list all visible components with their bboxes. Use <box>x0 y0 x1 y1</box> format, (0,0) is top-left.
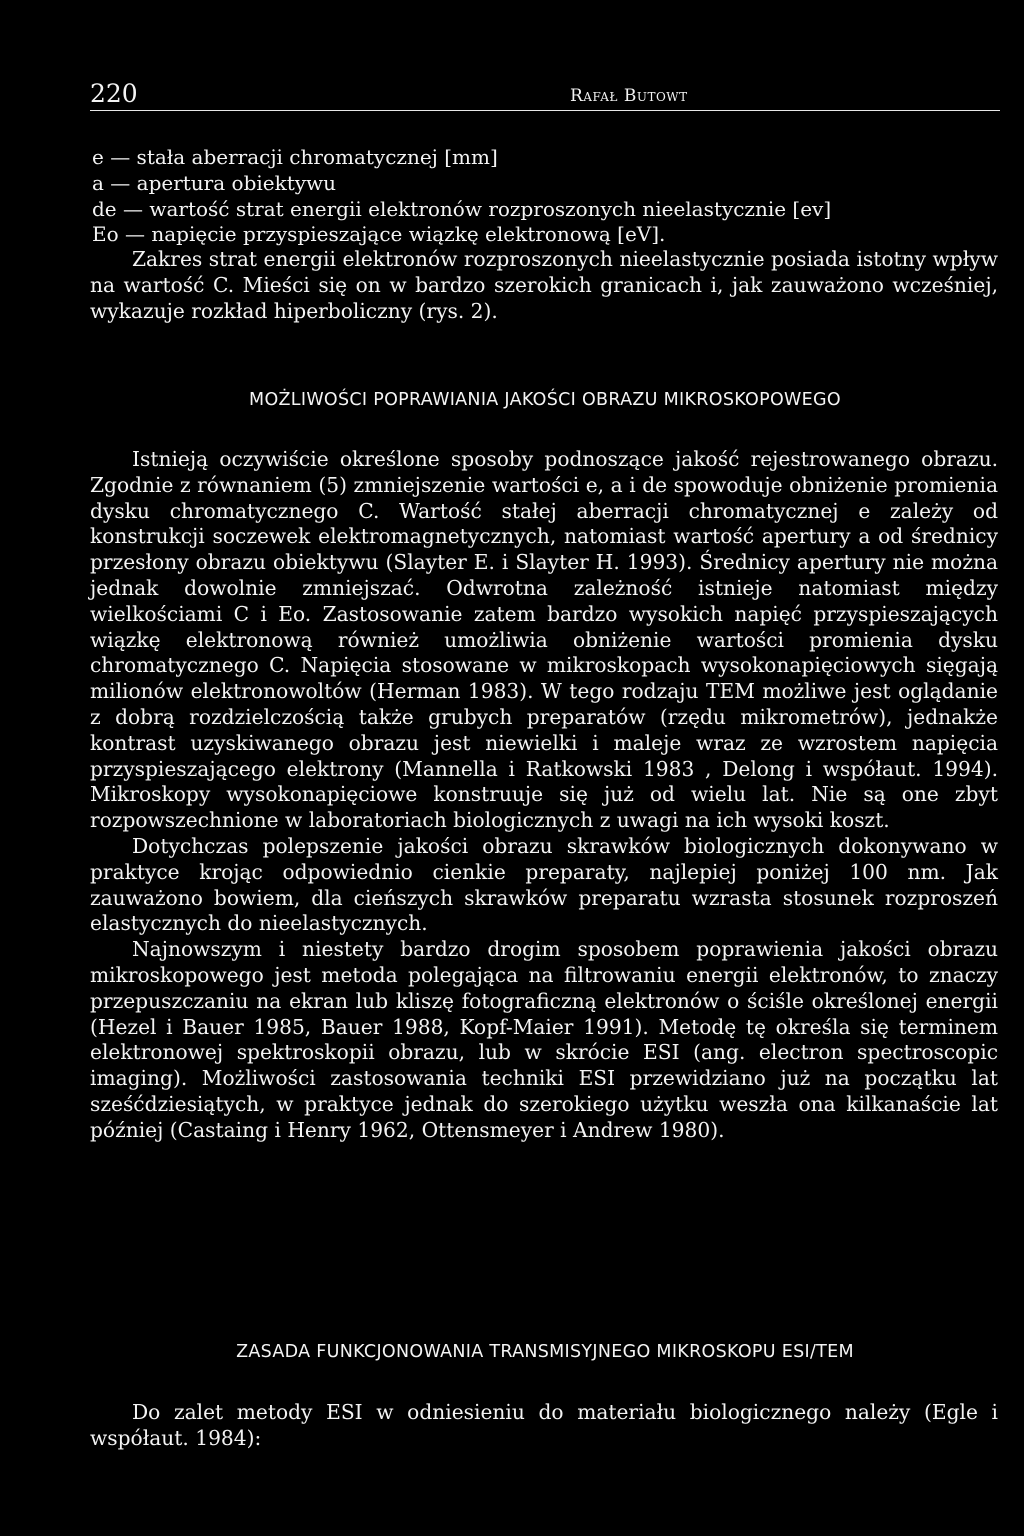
body-text-section1 <box>90 447 998 1144</box>
body-text-section2 <box>90 1400 998 1452</box>
paragraph: Istnieją oczywiście określone sposoby podnoszące jakość rejestrowanego obrazu. Zgodnie z równaniem (5) zmniejszenie wartości e, a i de spowoduje obniżenie promienia dysku chromatycznego C. Wartość stałej aberracji chromatycznej e zależy od konstrukcji soczewek elektromagnetycznych, natomiast wartość apertury a od średnicy przesłony obrazu obiektywu (Slayter E. i Slayter H. 1993). Średnicy apertury nie można jednak dowolnie zmniejszać. Odwrotna zależność istnieje natomiast między wielkościami C i Eo. Zastosowanie zatem bardzo wysokich napięć przyspieszających wiązkę elektronową również umożliwia obniżenie wartości promienia dysku chromatycznego C. Napięcia stosowane w mikroskopach wysokonapięciowych sięgają milionów elektronowoltów (Herman 1983). W tego rodzaju TEM możliwe jest oglądanie z dobrą rozdzielczością także grubych preparatów (rzędu mikrometrów), jednakże kontrast uzyskiwanego obrazu jest niewielki i maleje wraz ze wzrostem napięcia przyspieszającego elektrony (Mannella i Ratkowski 1983 , Delong i współaut. 1994). Mikroskopy wysokonapięciowe konstruuje się już od wielu lat. Nie są one zbyt rozpowszechnione w laboratoriach biologicznych z uwagi na ich wysoki koszt. <box>90 447 998 833</box>
body-text-intro <box>90 247 998 324</box>
definition-line: de — wartość strat energii elektronów rozproszonych nieelastycznie [ev] <box>92 196 832 221</box>
running-head: Rafał Butowt <box>570 86 688 106</box>
section-heading: MOŻLIWOŚCI POPRAWIANIA JAKOŚCI OBRAZU MIKROSKOPOWEGO <box>249 390 841 410</box>
definition-line: e — stała aberracji chromatycznej [mm] <box>92 145 498 169</box>
paragraph: Dotychczas polepszenie jakości obrazu skrawków biologicznych dokonywano w praktyce krojąc odpowiednio cienkie preparaty, najlepiej poniżej 100 nm. Jak zauważono bowiem, dla cieńszych skrawków preparatu wzrasta stosunek rozproszeń elastycznych do nieelastycznych. <box>90 833 998 936</box>
paragraph: Do zalet metody ESI w odniesieniu do materiału biologicznego należy (Egle i współaut. 1984): <box>90 1400 998 1450</box>
page-header <box>90 80 1000 111</box>
page-number: 220 <box>90 79 138 108</box>
section-heading: ZASADA FUNKCJONOWANIA TRANSMISYJNEGO MIKROSKOPU ESI/TEM <box>236 1342 854 1362</box>
paragraph: Zakres strat energii elektronów rozproszonych nieelastycznie posiada istotny wpływ na wartość C. Mieści się on w bardzo szerokich granicach i, jak zauważono wcześniej, wykazuje rozkład hiperboliczny (rys. 2). <box>90 247 998 323</box>
paragraph: Najnowszym i niestety bardzo drogim sposobem poprawienia jakości obrazu mikroskopowego jest metoda polegająca na filtrowaniu energii elektronów, to znaczy przepuszczaniu na ekran lub kliszę fotograficzną elektronów o ściśle określonej energii (Hezel i Bauer 1985, Bauer 1988, Kopf-Maier 1991). Metodę tę określa się terminem elektronowej spektroskopii obrazu, lub w skrócie ESI (ang. electron spectroscopic imaging). Możliwości zastosowania techniki ESI przewidziano już na początku lat sześćdziesiątych, w praktyce jednak do szerokiego użytku weszła ona kilkanaście lat później (Castaing i Henry 1962, Ottensmeyer i Andrew 1980). <box>90 937 998 1142</box>
symbol-definitions <box>92 145 997 248</box>
definition-line: a — apertura obiektywu <box>92 170 337 195</box>
definition-line: Eo — napięcie przyspieszające wiązkę elektronową [eV]. <box>92 222 666 247</box>
